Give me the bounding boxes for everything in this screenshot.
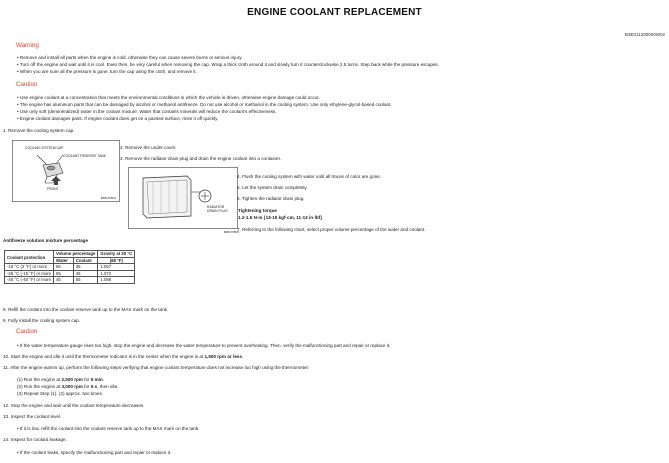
figure-code: B4B1705N5 [223,230,239,234]
document-code: B3E011200000W02 [625,32,665,37]
step-11: 11. After the engine warms up, perform the following steps verifying that engine coolant temperature does not increase too high using the thermometer. [3,365,310,370]
warning-bullet: • Turn off the engine and wait until it is cool. Even then, be very careful when removing the cap. Wrap a thick cloth around it and slowly turn it counterclockwise 2.5 turns. Step back while the pressure escapes. [17,62,440,67]
caution-heading: Caution [16,328,38,335]
torque-label: Tightening torque [238,208,277,213]
caution-bullet: • The engine has aluminum parts that can be damaged by alcohol or methanol antifreeze. Do not use alcohol or methanol in the cooling system. Use only ethylene-glycol-based coolant. [17,102,392,107]
step-4: 4. Flush the cooling system with water until all traces of color are gone. [237,174,382,179]
step-7: 7. Referring to the following chart, select proper volume percentage of the water and coolant. [237,227,426,232]
radiator-figure [128,167,239,234]
col-gravity: Gravity at 20 °C [98,251,135,258]
table-cell: 55 [73,277,98,284]
step-1: 1. Remove the cooling system cap. [3,128,75,133]
step-8: 8. Refill the coolant into the coolant reserve tank up to the MAX mark on the tank. [3,307,169,312]
table-cell: 65 [54,264,74,271]
step-10: 10. Start the engine and idle it until the thermometer indicator is in the center when the engine is at 1,500 rpm or less. [3,354,244,359]
table-cell: -40 °C {-40 °F} or more [5,277,54,284]
step-14-bullet: • If the coolant leaks, specify the malfunctioning part and repair or replace it. [17,450,172,455]
table-cell: -16 °C {3 °F} or more [5,264,54,271]
step-11-sub: (1) Run the engine at 2,500 rpm for 5 min. [17,377,105,382]
warning-bullet: • When you are sure all the pressure is gone, turn the cap using the cloth, and remove it. [17,69,197,74]
table-cell: 1.072 [98,270,135,277]
cooling-cap-label: COOLING SYSTEM CAP [25,146,64,150]
antifreeze-table [4,250,135,284]
col-coolant: Coolant [73,257,98,264]
step-12: 12. Stop the engine and wait until the coolant temperature decreases. [3,403,145,408]
col-volume: Volume percentage [54,251,98,258]
warning-bullet: • Remove and install all parts when the engine is cold, otherwise they can cause severe burns or serious injury. [17,55,243,60]
caution-heading: Caution [16,81,38,88]
col-gravity-unit: (68 °F) [98,257,135,264]
table-cell: 1.057 [98,264,135,271]
step-14: 14. Inspect for coolant leakage. [3,437,67,442]
step-2: 2. Remove the under cover. [120,145,177,150]
step-6: 6. Tighten the radiator drain plug. [237,196,305,201]
caution-bullet: • Engine coolant damages paint. If engine coolant does get on a painted surface, rinse it off quickly. [17,116,219,121]
step-13-bullet: • If it is low, refill the coolant into the coolant reserve tank up to the MAX mark on the tank. [17,426,200,431]
front-arrow-icon [49,176,63,186]
table-row [5,277,135,284]
radiator-illustration [135,172,235,222]
caution-bullet: • Use engine coolant at a concentration that meets the environmental conditions in which the vehicle is driven, otherwise engine damage could occur. [17,95,320,100]
step-11-sub: (2) Run the engine at 3,000 rpm for 5 s, then idle. [17,384,119,389]
table-cell: 55 [54,270,74,277]
table-cell: 1.086 [98,277,135,284]
step-5: 5. Let the system drain completely. [237,185,308,190]
table-cell: 35 [73,264,98,271]
step-9: 9. Fully install the cooling system cap. [3,318,81,323]
antifreeze-heading: Antifreeze solution mixture percentage [3,238,89,243]
cooling-cap-figure [12,140,120,202]
step-11-sub: (3) Repeat Step (1), (2) approx. two times. [17,391,104,396]
table-cell: 45 [73,270,98,277]
caution-bullet: • If the water temperature gauge rises too high, stop the engine and decrease the water temperature to prevent overheating. Then, verify the malfunctioning part and repair or replace it. [17,343,391,348]
caution-bullet: • Use only soft (demineralized) water in the coolant mixture. Water that contains minerals will reduce the coolant's effectiveness. [17,109,277,114]
drain-plug-label: RADIATOR DRAIN PLUG [207,205,228,213]
col-water: Water [54,257,74,264]
torque-value: 1.2-1.5 N·m {13-15 kgf·cm, 11-13 in·lbf} [238,215,322,220]
col-protection: Coolant protection [5,251,54,264]
table-cell: 45 [54,277,74,284]
warning-heading: Warning [16,42,39,49]
figure-code: B4B1705N4 [100,196,116,200]
page-title: ENGINE COOLANT REPLACEMENT [247,7,422,18]
reserve-tank-label: COOLANT RESERVE TANK [63,154,107,158]
table-cell: -26 °C {-15 °F} or more [5,270,54,277]
step-13: 13. Inspect the coolant level. [3,414,62,419]
front-label: FRONT [47,187,59,191]
step-3: 3. Remove the radiator drain plug and drain the engine coolant into a container. [120,156,282,161]
